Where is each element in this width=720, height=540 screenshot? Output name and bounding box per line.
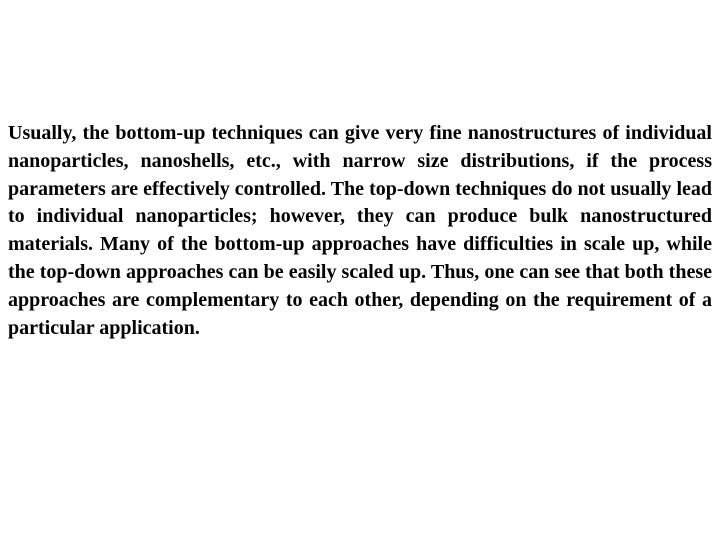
body-paragraph: Usually, the bottom-up techniques can give very fine nanostructures of individual nanoparticles, nanoshells, etc., with narrow size distributions, if the process parameters are effectively controlled. The top-down techniques do not usually lead to individual nanoparticles; however, they can produce bulk nanostructured materials. Many of the bottom-up approaches have difficulties in scale up, while the top-down approaches can be easily scaled up. Thus, one can see that both these approaches are complementary to each other, depending on the requirement of a particular application. xyxy=(8,122,712,339)
